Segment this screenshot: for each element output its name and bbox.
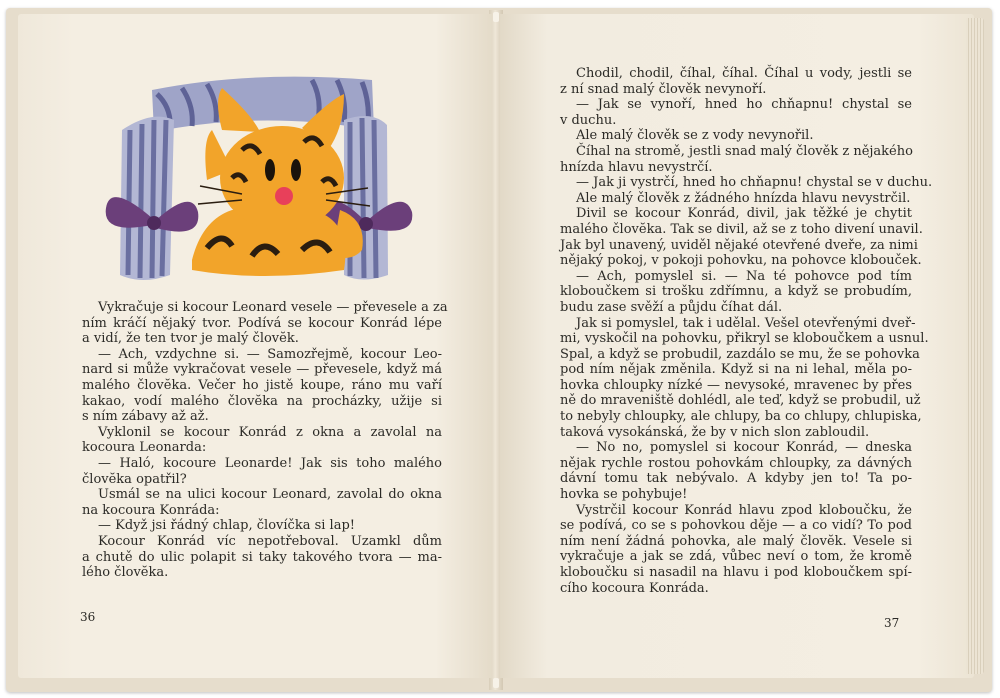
- text-line: ně do mraveniště dohlédl, ale teď, když se probudil, už: [560, 393, 921, 409]
- text-line: — Když jsi řádný chlap, človíčka si lap!: [98, 518, 355, 534]
- page-number: 36: [80, 610, 96, 624]
- text-line: — Haló, kocoure Leonarde! Jak sis toho malého: [98, 455, 442, 471]
- paragraph: [82, 518, 442, 534]
- paragraph: [560, 128, 912, 144]
- text-line: Spal, a když se probudil, zazdálo se mu, že se pohovka: [560, 346, 920, 362]
- text-line: to nebyly chloupky, ale chlupy, ba co chlupy, chlupiska,: [560, 409, 922, 425]
- binding-stitch: [493, 678, 499, 688]
- text-line: nard si může vykračovat vesele — převesele, když má: [82, 362, 442, 378]
- paragraph: [560, 503, 912, 597]
- paragraph: [82, 425, 442, 456]
- paragraph: [560, 206, 923, 269]
- paragraph: [82, 487, 442, 518]
- text-line: kloboučkem si trošku zdřímnu, a když se probudím,: [560, 284, 912, 300]
- text-line: na kocoura Konráda:: [82, 502, 220, 518]
- text-line: vykračuje a jak se zdá, vůbec neví o tom, že kromě: [560, 549, 912, 565]
- text-line: Ale malý člověk z žádného hnízda hlavu nevystrčil.: [576, 190, 911, 206]
- paragraph: [82, 456, 442, 487]
- text-line: Chodil, chodil, číhal, číhal. Číhal u vody, jestli se: [576, 66, 912, 81]
- text-line: budu zase svěží a půjdu číhat dál.: [560, 299, 783, 315]
- text-line: ním není žádná pohovka, ale malý človĕk. Vesele si: [560, 533, 912, 549]
- text-line: nějaký pokoj, v pokoji pohovku, na pohovce klobouček.: [560, 253, 922, 269]
- page-number: 37: [884, 616, 900, 630]
- page-edges: [966, 18, 984, 674]
- text-line: Vykračuje si kocour Leonard vesele — převesele a za: [98, 300, 448, 315]
- text-line: človĕka opatřil?: [82, 471, 187, 487]
- text-line: Usmál se na ulici kocour Leonard, zavolal do okna: [98, 487, 442, 503]
- text-line: se podívá, co se s pohovkou děje — a co vidí? To pod: [560, 518, 912, 534]
- text-line: cího kocoura Konráda.: [560, 580, 709, 596]
- text-line: pod ním nějak změnila. Když si na ni lehal, měla po-: [560, 362, 912, 378]
- text-line: Kocour Konrád víc nepotřeboval. Uzamkl dům: [98, 533, 442, 549]
- text-line: z ní snad malý člověk nevynoří.: [560, 81, 767, 97]
- text-line: taková vysokánská, že by v nich slon zabloudil.: [560, 424, 870, 440]
- paragraph: [560, 315, 929, 441]
- paragraph: [560, 97, 912, 128]
- text-line: dávní tomu tak nebývalo. A kdyby jen to! Ta po-: [560, 471, 912, 487]
- text-line: a vidí, že ten tvor je malý človĕk.: [82, 331, 299, 347]
- cat-in-window-illustration: [82, 70, 422, 285]
- text-line: — Jak ji vystrčí, hned ho chňapnu! chystal se v duchu.: [576, 175, 933, 191]
- text-line: v duchu.: [560, 112, 617, 128]
- text-line: lého človĕka.: [82, 565, 169, 581]
- text-line: Jak byl unavený, uviděl nějaké otevřené dveře, za nimi: [560, 237, 918, 253]
- left-page: [18, 14, 492, 678]
- text-line: Jak si pomyslel, tak i udělal. Vešel otevřenými dveř-: [576, 315, 916, 331]
- paragraph: [82, 300, 448, 347]
- text-line: Divil se kocour Konrád, divil, jak těžké je chytit: [576, 206, 912, 222]
- text-line: Vystrčil kocour Konrád hlavu zpod kloboučku, že: [576, 502, 912, 518]
- left-page-body-text: [82, 300, 448, 581]
- paragraph: [560, 66, 912, 97]
- text-line: malého človĕka. Tak se divil, až se z toho divení unavil.: [560, 221, 923, 237]
- paragraph: [560, 144, 912, 175]
- text-line: hovka se pohybuje!: [560, 487, 688, 503]
- text-line: kocoura Leonarda:: [82, 440, 207, 456]
- text-line: — Ach, pomyslel si. — Na té pohovce pod tím: [576, 268, 912, 284]
- text-line: — No no, pomyslel si kocour Konrád, — dneska: [576, 440, 912, 456]
- text-line: Ale malý člověk se z vody nevynořil.: [576, 128, 814, 144]
- right-page-body-text: [560, 66, 933, 596]
- text-line: mi, vyskočil na pohovku, přikryl se kloboučkem a usnul.: [560, 331, 929, 347]
- text-line: — Ach, vzdychne si. — Samozřejmě, kocour Leo-: [98, 346, 442, 362]
- left-curtain: [120, 117, 174, 280]
- paragraph: [560, 440, 912, 502]
- paragraph: [560, 269, 912, 316]
- text-line: — Jak se vynoří, hned ho chňapnu! chystal se: [576, 97, 912, 113]
- text-line: hovka chloupky nízké — nevysoké, mravenec by přes: [560, 377, 912, 393]
- text-line: kakao, vodí malého človĕka na procházky, užije si: [82, 393, 442, 409]
- paragraph: [560, 175, 933, 191]
- right-page: [500, 14, 974, 678]
- binding-stitch: [493, 12, 499, 22]
- text-line: ním kráčí nějaký tvor. Podívá se kocour Konrád lépe: [82, 315, 442, 331]
- text-line: s ním zábavy až až.: [82, 409, 209, 425]
- text-line: Vyklonil se kocour Konrád z okna a zavolal na: [98, 424, 442, 440]
- paragraph: [560, 191, 912, 207]
- text-line: a chutě do ulic polapit si taky takového tvora — ma-: [82, 549, 442, 565]
- paragraph: [82, 347, 442, 425]
- text-line: hnízda hlavu nevystrčí.: [560, 159, 713, 175]
- text-line: malého človĕka. Večer ho jistě koupe, ráno mu vaří: [82, 377, 442, 393]
- text-line: Číhal na stromě, jestli snad malý člověk z nějakého: [576, 143, 913, 159]
- text-line: nějak rychle rostou pohovkám chloupky, za dávných: [560, 455, 912, 471]
- paragraph: [82, 534, 442, 581]
- text-line: kloboučku si nasadil na hlavu i pod kloboučkem spí-: [560, 565, 912, 580]
